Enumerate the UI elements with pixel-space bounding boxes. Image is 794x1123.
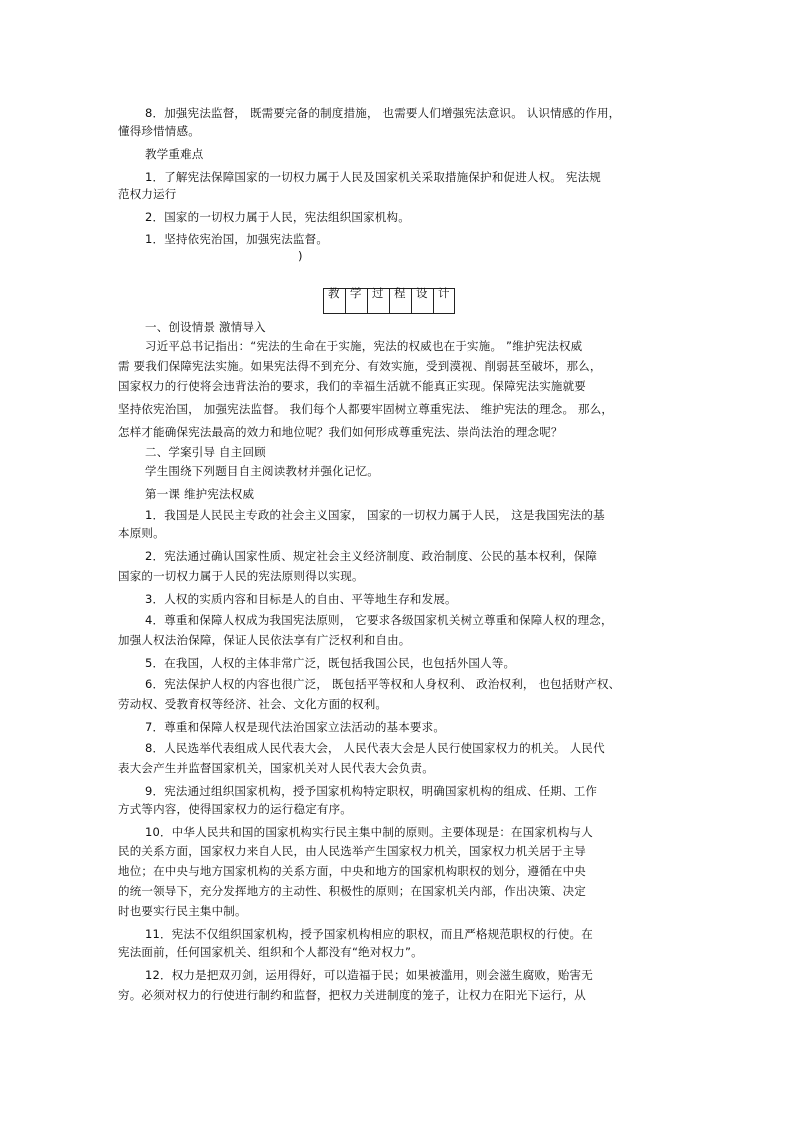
title-char-box (411, 288, 433, 314)
text-line: 第一课 维护宪法权威 (145, 487, 255, 501)
text-line: 12．权力是把双刃剑，运用得好，可以造福于民；如果被滥用，则会滋生腐败，贻害无 (145, 968, 593, 982)
text-line: 3．人权的实质内容和目标是人的自由、平等地生存和发展。 (145, 592, 457, 606)
text-line: 需 要我们保障宪法实施。如果宪法得不到充分、有效实施，受到漠视、削弱甚至破坏，那么， (118, 359, 602, 373)
text-line: 2．宪法通过确认国家性质、规定社会主义经济制度、政治制度、公民的基本权利，保障 (145, 549, 598, 563)
title-char-box (433, 288, 455, 314)
text-line: 国家的一切权力属于人民的宪法原则得以实现。 (118, 569, 364, 583)
text-line: 习近平总书记指出：“宪法的生命在于实施，宪法的权威也在于实施。 ”维护宪法权威 (145, 339, 583, 353)
text-line: 1．坚持依宪治国，加强宪法监督。 (145, 232, 329, 246)
text-line: 5．在我国，人权的主体非常广泛，既包括我国公民，也包括外国人等。 (145, 656, 516, 670)
title-char: 学 (350, 286, 362, 300)
text-line: ) (298, 249, 303, 263)
text-line: 二、学案引导 自主回顾 (145, 445, 266, 459)
text-line: 表大会产生并监督国家机关，国家机关对人民代表大会负责。 (118, 761, 434, 775)
text-line: 1．我国是人民民主专政的社会主义国家， 国家的一切权力属于人民， 这是我国宪法的基 (145, 508, 605, 522)
text-line: 宪法面前，任何国家机关、组织和个人都没有“绝对权力”。 (118, 945, 423, 959)
text-line: 地位；在中央与地方国家机构的关系方面，中央和地方的国家机构职权的划分，遵循在中央 (118, 864, 586, 878)
text-line: 劳动权、受教育权等经济、社会、文化方面的权利。 (118, 697, 388, 711)
text-line: 加强人权法治保障，保证人民依法享有广泛权利和自由。 (118, 633, 411, 647)
text-line: 懂得珍惜情感。 (118, 124, 200, 138)
text-line: 8．加强宪法监督， 既需要完备的制度措施， 也需要人们增强宪法意识。 认识情感的作用， (145, 106, 621, 120)
text-line: 范权力运行 (118, 187, 177, 201)
text-line: 穷。必须对权力的行使进行制约和监督，把权力关进制度的笼子，让权力在阳光下运行，从 (118, 988, 586, 1002)
title-char-box (323, 288, 345, 314)
text-line: 10．中华人民共和国的国家机构实行民主集中制的原则。主要体现是：在国家机构与人 (145, 825, 593, 839)
text-line: 2．国家的一切权力属于人民，宪法组织国家机构。 (145, 210, 410, 224)
title-char: 过 (372, 286, 384, 300)
text-line: 的统一领导下，充分发挥地方的主动性、积极性的原则；在国家机关内部，作出决策、决定 (118, 884, 586, 898)
text-line: 7．尊重和保障人权是现代法治国家立法活动的基本要求。 (145, 720, 446, 734)
text-line: 本原则。 (118, 526, 165, 540)
text-line: 6．宪法保护人权的内容也很广泛， 既包括平等权和人身权利、 政治权利， 也包括财产权、 (145, 677, 621, 691)
text-line: 方式等内容，使得国家权力的运行稳定有序。 (118, 802, 352, 816)
title-char: 设 (416, 286, 428, 300)
text-line: 教学重难点 (145, 147, 204, 161)
text-line: 学生围绕下列题目自主阅读教材并强化记忆。 (145, 464, 379, 478)
text-line: 9．宪法通过组织国家机构，授予国家机构特定职权，明确国家机构的组成、任期、工作 (145, 784, 598, 798)
title-char: 程 (394, 286, 406, 300)
text-line: 1．了解宪法保障国家的一切权力属于人民及国家机关采取措施保护和促进人权。 宪法规 (145, 170, 601, 184)
text-line: 4．尊重和保障人权成为我国宪法原则， 它要求各级国家机关树立尊重和保障人权的理念， (145, 613, 613, 627)
title-char-box (345, 288, 367, 314)
text-line: 民的关系方面，国家权力来自人民，由人民选举产生国家权力机关，国家权力机关居于主导 (118, 844, 586, 858)
text-line: 国家权力的行使将会违背法治的要求，我们的幸福生活就不能真正实现。保障宪法实施就要 (118, 379, 586, 393)
title-char-box (389, 288, 411, 314)
title-char-box (367, 288, 389, 314)
text-line: 一、创设情景 激情导入 (145, 320, 266, 334)
text-line: 坚持依宪治国， 加强宪法监督。 我们每个人都要牢固树立尊重宪法、 维护宪法的理念。 那么， (118, 402, 614, 416)
title-char: 教 (328, 286, 340, 300)
text-line: 8．人民选举代表组成人民代表大会， 人民代表大会是人民行使国家权力的机关。 人民代 (145, 741, 605, 755)
text-line: 11．宪法不仅组织国家机构，授予国家机构相应的职权，而且严格规范职权的行使。在 (145, 927, 593, 941)
text-line: 怎样才能确保宪法最高的效力和地位呢？我们如何形成尊重宪法、崇尚法治的理念呢？ (118, 425, 563, 439)
section-title (323, 288, 455, 314)
title-char: 计 (438, 286, 450, 300)
text-line: 时也要实行民主集中制。 (118, 904, 247, 918)
